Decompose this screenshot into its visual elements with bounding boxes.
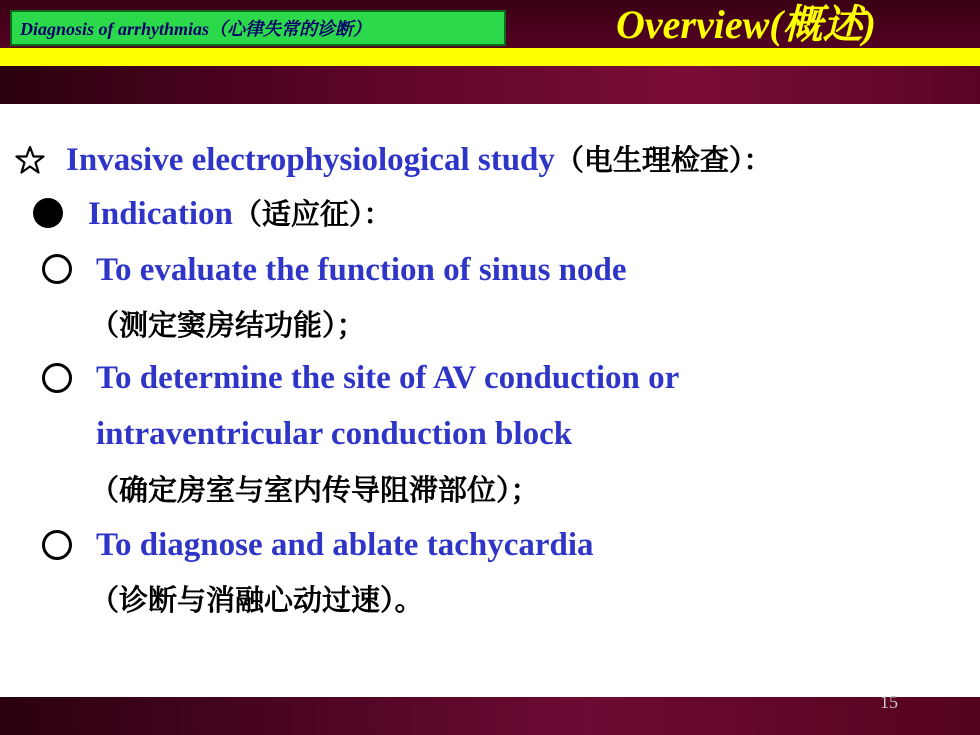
hollow-circle-icon — [38, 528, 76, 562]
indication-line — [88, 194, 392, 234]
item-1-en: To evaluate the function of sinus node — [96, 252, 627, 288]
heading-cn: （电生理检查）： — [554, 143, 773, 177]
filled-circle-icon — [28, 196, 68, 230]
item-3-en: To diagnose and ablate tachycardia — [96, 527, 594, 563]
item-1-cn: （测定窦房结功能）； — [90, 308, 366, 342]
heading-line — [66, 140, 772, 180]
item-2-en-line1: To determine the site of AV conduction or — [96, 360, 680, 396]
item-2-en-line2: intraventricular conduction block — [96, 416, 573, 452]
item-2-cn: （确定房室与室内传导阻滞部位）； — [90, 473, 540, 507]
hollow-circle-icon — [38, 252, 76, 286]
indication-en: Indication — [88, 196, 233, 232]
item-3-cn: （诊断与消融心动过速）。 — [90, 583, 424, 617]
page-number: 15 — [880, 692, 898, 712]
header-sweep — [0, 66, 980, 104]
header-yellow-stripe — [0, 48, 980, 66]
indication-cn: （适应征）： — [232, 197, 393, 231]
section-tag: Diagnosis of arrhythmias（心律失常的诊断） — [10, 10, 506, 46]
slide-title: Overview(概述) — [616, 2, 876, 47]
footer-band — [0, 697, 980, 735]
hollow-circle-icon — [38, 361, 76, 395]
star-icon — [10, 140, 50, 180]
heading-en: Invasive electrophysiological study — [66, 142, 555, 178]
